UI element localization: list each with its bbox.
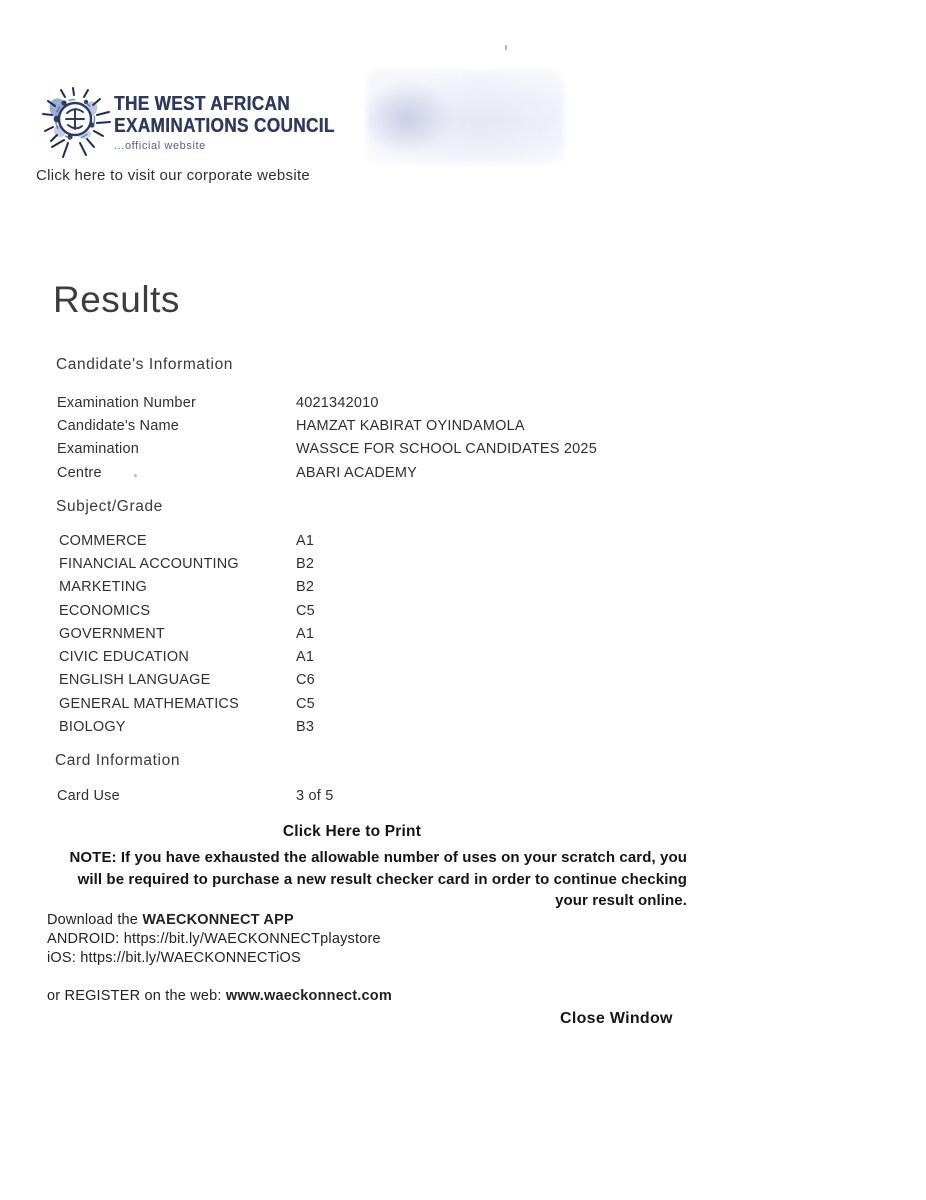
org-name <box>114 94 335 137</box>
print-link[interactable]: Click Here to Print <box>282 823 422 840</box>
app-name: WAECKONNECT APP <box>142 912 294 928</box>
org-name-line1: THE WEST AFRICAN <box>114 93 290 115</box>
subject-name: MARKETING <box>59 579 147 596</box>
official-website-tagline: ...official website <box>114 140 206 152</box>
info-value: ABARI ACADEMY <box>296 464 418 481</box>
corporate-website-link[interactable]: Click here to visit our corporate website <box>36 167 311 184</box>
android-link[interactable]: ANDROID: https://bit.ly/WAECKONNECTplaystore <box>47 931 381 947</box>
info-value: HAMZAT KABIRAT OYINDAMOLA <box>296 417 525 434</box>
scan-smudge-artifact <box>366 70 564 164</box>
subject-name: ENGLISH LANGUAGE <box>59 672 211 689</box>
note-text <box>33 847 687 912</box>
close-window-link[interactable]: Close Window <box>560 1010 673 1027</box>
waec-sun-logo-icon <box>40 85 114 165</box>
subject-name: CIVIC EDUCATION <box>59 649 190 666</box>
subject-row <box>59 599 315 622</box>
candidate-info-rows <box>57 391 597 484</box>
subject-grade: B2 <box>296 579 315 596</box>
subject-row <box>59 529 315 552</box>
subject-row <box>59 692 315 715</box>
note-line: NOTE: If you have exhausted the allowable number of uses on your scratch card, you <box>69 849 687 866</box>
info-label: Examination Number <box>57 394 196 411</box>
subject-grade: A1 <box>296 649 315 666</box>
subject-grade: A1 <box>296 532 315 549</box>
info-row <box>57 414 597 437</box>
subject-grade: C6 <box>296 672 315 689</box>
ios-link[interactable]: iOS: https://bit.ly/WAECKONNECTiOS <box>47 950 301 966</box>
info-label: Candidate's Name <box>57 417 180 434</box>
download-app-line <box>47 911 381 930</box>
scan-speck <box>505 45 507 50</box>
card-use-row <box>57 784 333 807</box>
subject-name: COMMERCE <box>59 532 147 549</box>
subject-row <box>59 715 315 738</box>
subject-row <box>59 552 315 575</box>
download-app-block <box>47 911 381 968</box>
card-info-rows <box>57 784 333 807</box>
subject-grade: B2 <box>296 555 315 572</box>
info-label: Centre <box>57 464 102 481</box>
info-row <box>57 461 597 484</box>
subject-grade: A1 <box>296 625 315 642</box>
card-info-heading: Card Information <box>55 752 181 769</box>
subject-name: GOVERNMENT <box>59 625 165 642</box>
info-label: Examination <box>57 441 139 458</box>
card-use-label: Card Use <box>57 787 120 804</box>
subject-row <box>59 669 315 692</box>
note-line: will be required to purchase a new result checker card in order to continue checking <box>77 870 687 888</box>
subject-grade: C5 <box>296 602 315 619</box>
subject-grade: C5 <box>296 695 315 712</box>
download-prefix: Download the <box>47 912 143 928</box>
info-value: WASSCE FOR SCHOOL CANDIDATES 2025 <box>296 441 597 458</box>
register-web-line <box>47 988 392 1004</box>
subject-name: ECONOMICS <box>59 602 151 619</box>
info-value: 4021342010 <box>296 394 379 411</box>
candidate-info-heading: Candidate's Information <box>56 356 234 373</box>
subject-name: BIOLOGY <box>59 719 126 736</box>
org-name-line2: EXAMINATIONS COUNCIL <box>114 114 335 137</box>
card-use-value: 3 of 5 <box>296 787 334 804</box>
subject-row <box>59 576 315 599</box>
subject-row <box>59 622 315 645</box>
subject-grade: B3 <box>296 719 315 736</box>
page-title: Results <box>53 279 180 320</box>
subject-name: GENERAL MATHEMATICS <box>59 695 239 712</box>
info-row <box>57 438 597 461</box>
note-line: your result online. <box>555 892 687 910</box>
register-url-link[interactable]: www.waeckonnect.com <box>225 988 392 1004</box>
register-prefix: or REGISTER on the web: <box>47 988 226 1004</box>
info-row <box>57 391 597 414</box>
subject-row <box>59 645 315 668</box>
subject-grade-rows <box>59 529 315 739</box>
subject-name: FINANCIAL ACCOUNTING <box>59 555 239 572</box>
org-name-block <box>114 94 371 152</box>
subject-grade-heading: Subject/Grade <box>56 498 163 515</box>
